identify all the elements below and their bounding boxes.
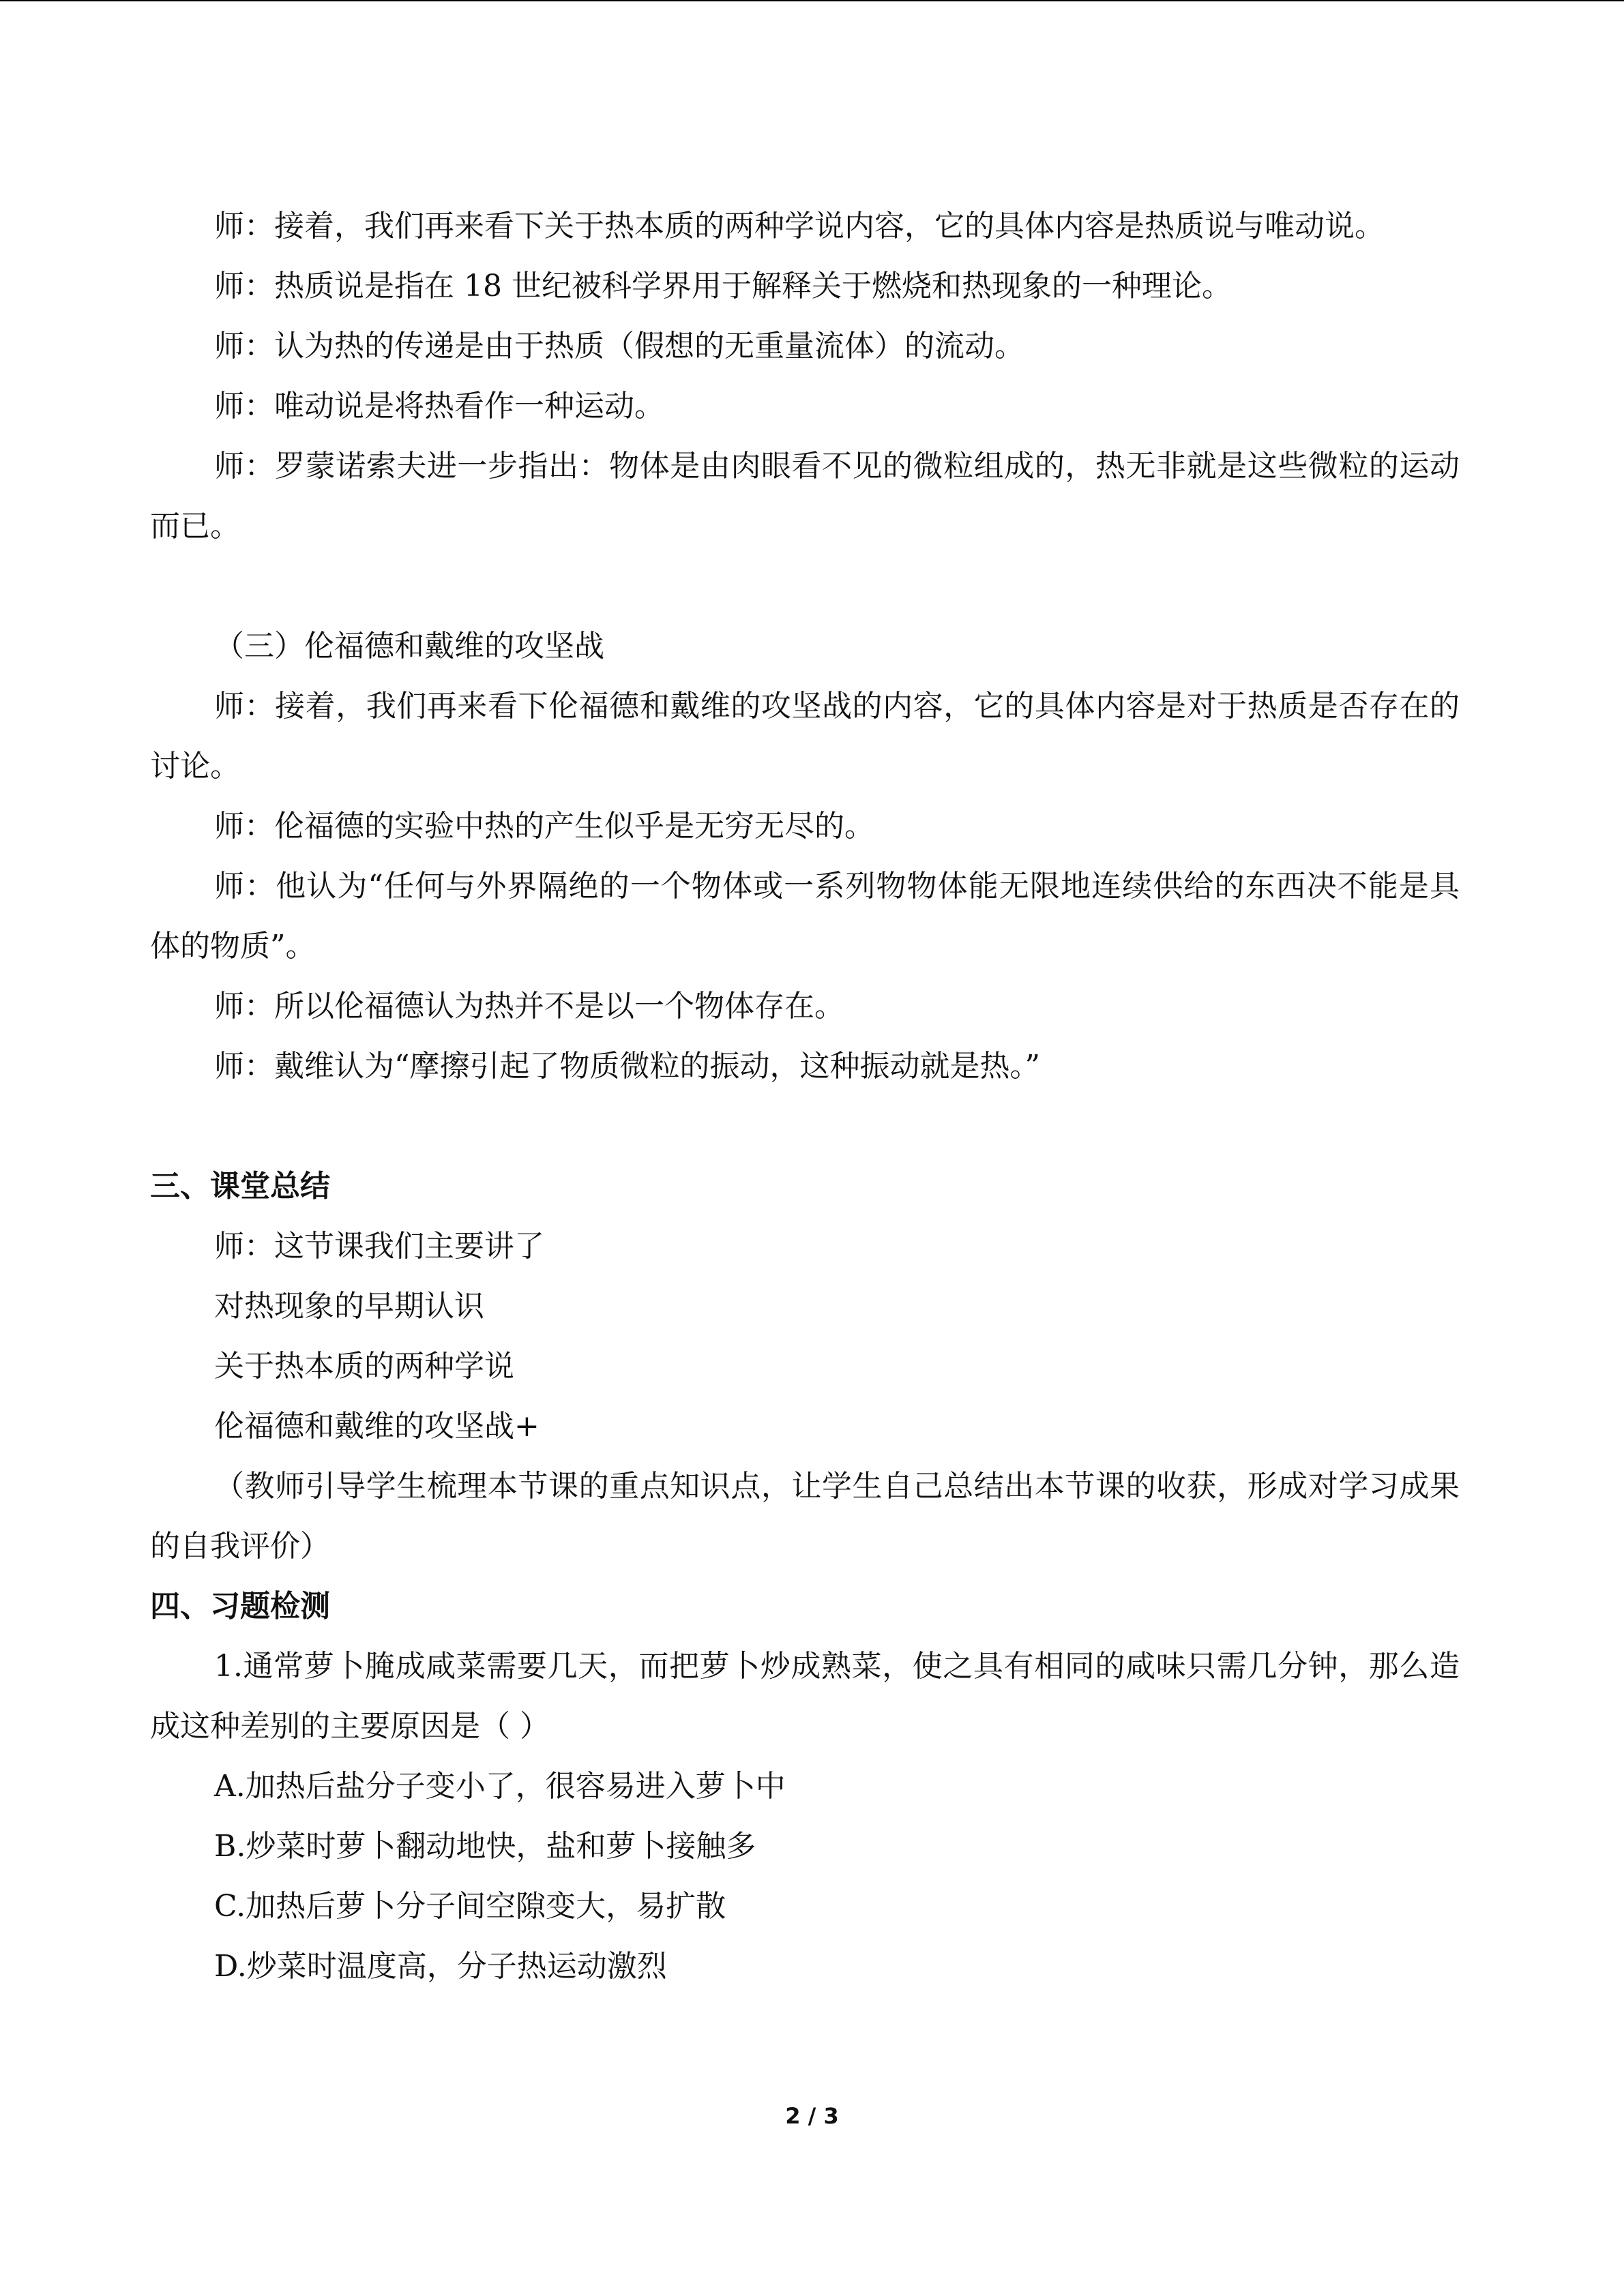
paragraph: 师：罗蒙诺索夫进一步指出：物体是由肉眼看不见的微粒组成的，热无非就是这些微粒的运动而已。 <box>150 449 1460 543</box>
summary-line: 师：这节课我们主要讲了 <box>214 1229 544 1264</box>
section-heading-summary: 三、课堂总结 <box>150 1169 330 1204</box>
paragraph: 师：热质说是指在 18 世纪被科学界用于解释关于燃烧和热现象的一种理论。 <box>214 269 1232 303</box>
summary-line: 对热现象的早期认识 <box>214 1289 484 1324</box>
section-heading-exercise: 四、习题检测 <box>150 1589 330 1624</box>
paragraph: 师：他认为“任何与外界隔绝的一个物体或一系列物物体能无限地连续供给的东西决不能是具体的物质”。 <box>150 869 1460 964</box>
summary-line: 关于热本质的两种学说 <box>214 1349 514 1384</box>
summary-note: （教师引导学生梳理本节课的重点知识点，让学生自己总结出本节课的收获，形成对学习成果的自我评价） <box>150 1469 1460 1564</box>
subsection-heading: （三）伦福德和戴维的攻坚战 <box>214 629 604 664</box>
paragraph: 师：戴维认为“摩擦引起了物质微粒的振动，这种振动就是热。” <box>214 1049 1040 1084</box>
page-number: 2 / 3 <box>785 2103 839 2129</box>
spacer <box>150 556 1460 616</box>
paragraph: 师：接着，我们再来看下伦福德和戴维的攻坚战的内容，它的具体内容是对于热质是否存在的讨论。 <box>150 689 1460 784</box>
paragraph: 师：所以伦福德认为热并不是以一个物体存在。 <box>214 989 844 1024</box>
exercise-option-c: C.加热后萝卜分子间空隙变大，易扩散 <box>214 1889 726 1924</box>
paragraph: 师：接着，我们再来看下关于热本质的两种学说内容，它的具体内容是热质说与唯动说。 <box>214 209 1385 243</box>
paragraph: 师：伦福德的实验中热的产生似乎是无穷无尽的。 <box>214 809 874 844</box>
page-top-border <box>0 0 1624 1</box>
exercise-option-d: D.炒菜时温度高，分子热运动激烈 <box>214 1949 667 1984</box>
paragraph: 师：认为热的传递是由于热质（假想的无重量流体）的流动。 <box>214 329 1024 363</box>
spacer <box>150 1097 1460 1157</box>
exercise-option-b: B.炒菜时萝卜翻动地快，盐和萝卜接触多 <box>214 1829 756 1864</box>
exercise-question: 1.通常萝卜腌成咸菜需要几天，而把萝卜炒成熟菜，使之具有相同的咸味只需几分钟，那么造成这种差别的主要原因是（ ） <box>150 1649 1460 1744</box>
document-body <box>150 196 1460 1997</box>
exercise-option-a: A.加热后盐分子变小了，很容易进入萝卜中 <box>214 1769 786 1804</box>
summary-line: 伦福德和戴维的攻坚战+ <box>214 1409 540 1444</box>
paragraph: 师：唯动说是将热看作一种运动。 <box>214 389 664 423</box>
